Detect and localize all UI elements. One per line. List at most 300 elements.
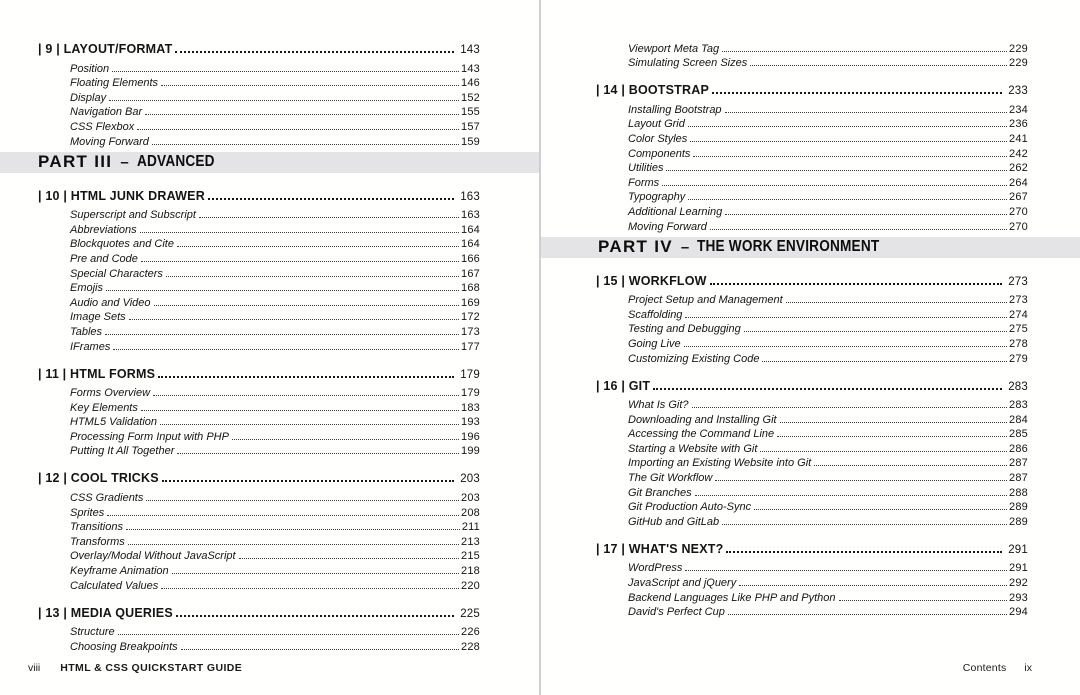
page-footer-left — [28, 662, 242, 674]
toc-item-label: The Git Workflow — [628, 472, 713, 485]
toc-item-label: Importing an Existing Website into Git — [628, 457, 812, 470]
toc-item-page-number: 143 — [461, 62, 480, 75]
toc-item-row — [70, 133, 480, 148]
dotted-leader — [666, 170, 1007, 171]
toc-item-row — [70, 414, 480, 429]
toc-item-label: Blockquotes and Cite — [70, 238, 174, 251]
part-separator: – — [120, 153, 129, 171]
toc-item-row — [70, 207, 480, 222]
toc-item-label: Simulating Screen Sizes — [628, 57, 748, 70]
dotted-leader — [154, 305, 460, 306]
dotted-leader — [839, 600, 1008, 601]
toc-item-label: Processing Form Input with PHP — [70, 430, 229, 443]
toc-block — [596, 541, 1028, 618]
dotted-leader — [146, 500, 459, 501]
dotted-leader — [109, 100, 459, 101]
toc-item-label: Transitions — [70, 521, 123, 534]
toc-item-page-number: 146 — [461, 77, 480, 90]
toc-item-row — [628, 321, 1028, 336]
toc-block — [596, 82, 1028, 232]
toc-item-label: Special Characters — [70, 267, 163, 280]
chapter-title: | 10 | HTML JUNK DRAWER — [38, 188, 205, 203]
toc-item-page-number: 270 — [1009, 220, 1028, 233]
dotted-leader — [710, 229, 1007, 230]
toc-item-page-number: 234 — [1009, 103, 1028, 116]
folio-number-right: ix — [1024, 662, 1032, 674]
toc-item-page-number: 291 — [1009, 562, 1028, 575]
toc-item-label: What Is Git? — [628, 399, 689, 412]
toc-item-row — [70, 309, 480, 324]
dotted-leader — [739, 585, 1007, 586]
toc-item-label: Tables — [70, 325, 103, 338]
toc-item-label: Pre and Code — [70, 252, 138, 265]
toc-item-row — [628, 116, 1028, 131]
toc-item-page-number: 164 — [461, 238, 480, 251]
toc-item-page-number: 220 — [461, 579, 480, 592]
toc-item-page-number: 275 — [1009, 323, 1028, 336]
toc-item-row — [628, 174, 1028, 189]
toc-item-page-number: 273 — [1009, 294, 1028, 307]
toc-item-label: Additional Learning — [628, 205, 723, 218]
dotted-leader — [177, 246, 459, 247]
toc-item-page-number: 262 — [1009, 162, 1028, 175]
toc-item-page-number: 213 — [461, 535, 480, 548]
dotted-leader — [113, 349, 459, 350]
toc-item-page-number: 286 — [1009, 442, 1028, 455]
toc-item-row — [628, 55, 1028, 70]
toc-item-row — [628, 513, 1028, 528]
toc-item-row — [628, 455, 1028, 470]
toc-item-page-number: 163 — [461, 209, 480, 222]
dotted-leader — [715, 480, 1007, 481]
toc-item-page-number: 172 — [461, 311, 480, 324]
toc-item-label: Structure — [70, 626, 115, 639]
toc-item-label: Transforms — [70, 535, 125, 548]
dotted-leader — [760, 451, 1007, 452]
dotted-leader — [153, 395, 459, 396]
toc-item-page-number: 193 — [461, 416, 480, 429]
toc-chapter-row — [596, 541, 1028, 556]
toc-item-row — [628, 160, 1028, 175]
toc-item-row — [628, 469, 1028, 484]
toc-item-page-number: 215 — [461, 550, 480, 563]
toc-item-row — [628, 189, 1028, 204]
toc-item-row — [70, 118, 480, 133]
dotted-leader — [152, 144, 459, 145]
dotted-leader — [726, 551, 1002, 553]
toc-blocks-left — [38, 41, 480, 653]
toc-item-page-number: 167 — [461, 267, 480, 280]
dotted-leader — [762, 361, 1007, 362]
dotted-leader — [106, 290, 459, 291]
dotted-leader — [175, 51, 454, 53]
toc-item-row — [70, 562, 480, 577]
dotted-leader — [239, 558, 459, 559]
toc-block — [596, 40, 1028, 69]
toc-item-row — [70, 624, 480, 639]
toc-item-label: Navigation Bar — [70, 106, 143, 119]
dotted-leader — [177, 453, 459, 454]
toc-item-label: Backend Languages Like PHP and Python — [628, 591, 836, 604]
dotted-leader — [814, 465, 1007, 466]
toc-item-label: Emojis — [70, 282, 104, 295]
chapter-title: | 15 | WORKFLOW — [596, 273, 707, 288]
toc-item-page-number: 283 — [1009, 399, 1028, 412]
toc-item-row — [70, 519, 480, 534]
toc-item-row — [628, 426, 1028, 441]
chapter-title: | 9 | LAYOUT/FORMAT — [38, 42, 173, 56]
dotted-leader — [710, 283, 1003, 285]
toc-item-label: Choosing Breakpoints — [70, 640, 178, 653]
toc-item-row — [70, 104, 480, 119]
toc-item-label: Starting a Website with Git — [628, 442, 758, 455]
dotted-leader — [786, 302, 1007, 303]
toc-item-page-number: 218 — [461, 565, 480, 578]
chapter-page-number: 179 — [460, 368, 480, 381]
part-subtitle: ADVANCED — [136, 153, 215, 171]
toc-chapter-row — [38, 470, 480, 485]
toc-item-label: Going Live — [628, 337, 681, 350]
toc-item-label: Utilities — [628, 162, 664, 175]
toc-item-row — [70, 265, 480, 280]
dotted-leader — [166, 276, 459, 277]
chapter-title: | 17 | WHAT'S NEXT? — [596, 541, 724, 556]
toc-item-page-number: 229 — [1009, 57, 1028, 70]
toc-item-page-number: 236 — [1009, 118, 1028, 131]
part-separator: – — [680, 238, 690, 256]
toc-item-page-number: 203 — [461, 492, 480, 505]
toc-item-row — [628, 589, 1028, 604]
toc-chapter-row — [596, 378, 1028, 393]
toc-item-page-number: 228 — [461, 640, 480, 653]
toc-item-page-number: 183 — [461, 401, 480, 414]
toc-item-row — [70, 385, 480, 400]
toc-item-label: GitHub and GitLab — [628, 515, 720, 528]
dotted-leader — [176, 615, 454, 617]
toc-item-label: JavaScript and jQuery — [628, 577, 737, 590]
toc-item-label: Scaffolding — [628, 308, 683, 321]
toc-item-row — [70, 577, 480, 592]
dotted-leader — [722, 51, 1007, 52]
dotted-leader — [754, 509, 1007, 510]
toc-block — [38, 188, 480, 353]
contents-label: Contents — [962, 662, 1007, 674]
folio-number-left: viii — [28, 662, 41, 674]
toc-page-left — [0, 0, 539, 695]
toc-item-page-number: 173 — [461, 325, 480, 338]
toc-block — [38, 605, 480, 653]
toc-item-label: Calculated Values — [70, 579, 159, 592]
toc-block — [38, 366, 480, 458]
chapter-page-number: 225 — [460, 607, 480, 620]
toc-item-page-number: 199 — [461, 445, 480, 458]
toc-item-page-number: 287 — [1009, 457, 1028, 470]
toc-item-row — [628, 574, 1028, 589]
toc-item-row — [70, 294, 480, 309]
dotted-leader — [722, 524, 1007, 525]
toc-item-page-number: 208 — [461, 506, 480, 519]
toc-item-row — [70, 638, 480, 653]
toc-item-row — [628, 130, 1028, 145]
dotted-leader — [232, 439, 459, 440]
toc-item-page-number: 278 — [1009, 337, 1028, 350]
dotted-leader — [692, 407, 1008, 408]
toc-block — [38, 470, 480, 591]
chapter-page-number: 203 — [460, 473, 480, 486]
dotted-leader — [693, 156, 1007, 157]
toc-item-label: Viewport Meta Tag — [628, 42, 720, 55]
chapter-title: | 11 | HTML FORMS — [38, 366, 156, 381]
toc-item-row — [628, 292, 1028, 307]
toc-item-row — [70, 338, 480, 353]
toc-item-row — [628, 335, 1028, 350]
dotted-leader — [688, 199, 1007, 200]
toc-item-page-number: 179 — [461, 387, 480, 400]
toc-item-row — [628, 203, 1028, 218]
dotted-leader — [685, 570, 1007, 571]
toc-item-label: Customizing Existing Code — [628, 352, 760, 365]
toc-item-label: Git Branches — [628, 486, 692, 499]
toc-item-page-number: 279 — [1009, 352, 1028, 365]
toc-item-label: Components — [628, 147, 691, 160]
toc-item-row — [628, 560, 1028, 575]
toc-item-label: Forms Overview — [70, 387, 151, 400]
toc-item-label: WordPress — [628, 562, 683, 575]
toc-item-page-number: 157 — [461, 120, 480, 133]
dotted-leader — [208, 198, 454, 200]
dotted-leader — [145, 114, 459, 115]
dotted-leader — [780, 422, 1007, 423]
toc-item-row — [70, 280, 480, 295]
toc-chapter-row — [38, 41, 480, 56]
toc-item-page-number: 264 — [1009, 176, 1028, 189]
toc-item-row — [628, 397, 1028, 412]
toc-blocks-right — [596, 40, 1028, 618]
toc-item-page-number: 285 — [1009, 428, 1028, 441]
toc-item-row — [628, 306, 1028, 321]
toc-item-label: Installing Bootstrap — [628, 103, 722, 116]
dotted-leader — [728, 614, 1007, 615]
dotted-leader — [126, 529, 460, 530]
toc-item-page-number: 155 — [461, 106, 480, 119]
toc-item-row — [70, 323, 480, 338]
dotted-leader — [161, 588, 459, 589]
toc-item-page-number: 267 — [1009, 191, 1028, 204]
part-banner — [541, 237, 1080, 258]
toc-item-row — [628, 604, 1028, 619]
toc-item-page-number: 241 — [1009, 132, 1028, 145]
toc-item-page-number: 196 — [461, 430, 480, 443]
toc-item-page-number: 274 — [1009, 308, 1028, 321]
toc-item-label: CSS Flexbox — [70, 120, 135, 133]
book-title: HTML & CSS QUICKSTART GUIDE — [60, 662, 243, 674]
toc-item-row — [70, 399, 480, 414]
chapter-page-number: 233 — [1008, 85, 1028, 98]
toc-item-row — [70, 504, 480, 519]
dotted-leader — [653, 388, 1002, 390]
toc-item-label: Image Sets — [70, 311, 126, 324]
chapter-page-number: 143 — [460, 44, 480, 56]
dotted-leader — [777, 436, 1007, 437]
toc-item-row — [628, 218, 1028, 233]
toc-block — [596, 378, 1028, 528]
dotted-leader — [695, 495, 1007, 496]
toc-item-row — [628, 411, 1028, 426]
toc-item-label: Downloading and Installing Git — [628, 413, 777, 426]
toc-item-label: Floating Elements — [70, 77, 159, 90]
dotted-leader — [160, 424, 459, 425]
toc-item-label: Position — [70, 62, 110, 75]
dotted-leader — [685, 317, 1007, 318]
toc-item-row — [628, 101, 1028, 116]
toc-item-page-number: 177 — [461, 340, 480, 353]
dotted-leader — [161, 85, 459, 86]
toc-item-label: Sprites — [70, 506, 105, 519]
toc-item-page-number: 152 — [461, 91, 480, 104]
toc-item-label: IFrames — [70, 340, 111, 353]
toc-item-label: Superscript and Subscript — [70, 209, 196, 222]
dotted-leader — [141, 261, 459, 262]
part-title: PART IV — [598, 237, 673, 257]
dotted-leader — [199, 217, 459, 218]
toc-chapter-row — [38, 366, 480, 381]
toc-item-label: Testing and Debugging — [628, 323, 741, 336]
part-subtitle: THE WORK ENVIRONMENT — [697, 238, 880, 256]
dotted-leader — [725, 214, 1007, 215]
chapter-page-number: 163 — [460, 190, 480, 203]
toc-item-label: Forms — [628, 176, 660, 189]
dotted-leader — [162, 480, 454, 482]
toc-item-page-number: 288 — [1009, 486, 1028, 499]
dotted-leader — [112, 71, 459, 72]
toc-item-page-number: 229 — [1009, 42, 1028, 55]
toc-item-label: David's Perfect Cup — [628, 606, 725, 619]
toc-item-page-number: 168 — [461, 282, 480, 295]
toc-item-row — [628, 484, 1028, 499]
toc-item-page-number: 211 — [461, 521, 480, 534]
toc-item-page-number: 289 — [1009, 515, 1028, 528]
toc-item-row — [70, 221, 480, 236]
toc-item-page-number: 226 — [461, 626, 480, 639]
chapter-title: | 14 | BOOTSTRAP — [596, 83, 709, 98]
toc-item-label: Moving Forward — [70, 135, 149, 148]
toc-item-label: Layout Grid — [628, 118, 685, 131]
toc-item-page-number: 164 — [461, 223, 480, 236]
toc-item-page-number: 294 — [1009, 606, 1028, 619]
part-banner — [0, 152, 539, 173]
chapter-page-number: 273 — [1008, 275, 1028, 288]
dotted-leader — [690, 141, 1007, 142]
toc-item-row — [628, 350, 1028, 365]
toc-item-label: Putting It All Together — [70, 445, 175, 458]
toc-item-row — [628, 499, 1028, 514]
toc-item-row — [628, 40, 1028, 55]
toc-item-label: Typography — [628, 191, 686, 204]
toc-item-row — [628, 440, 1028, 455]
dotted-leader — [684, 346, 1007, 347]
dotted-leader — [172, 573, 459, 574]
toc-item-row — [70, 250, 480, 265]
dotted-leader — [181, 649, 459, 650]
toc-item-page-number: 270 — [1009, 205, 1028, 218]
toc-item-label: Audio and Video — [70, 296, 151, 309]
dotted-leader — [141, 410, 459, 411]
toc-item-label: Display — [70, 91, 107, 104]
toc-item-row — [70, 548, 480, 563]
toc-chapter-row — [596, 82, 1028, 97]
toc-page-right — [541, 0, 1080, 695]
toc-item-row — [628, 145, 1028, 160]
dotted-leader — [712, 92, 1002, 94]
toc-item-label: Key Elements — [70, 401, 138, 414]
dotted-leader — [129, 319, 459, 320]
toc-item-label: Keyframe Animation — [70, 565, 169, 578]
dotted-leader — [107, 515, 459, 516]
toc-item-page-number: 293 — [1009, 591, 1028, 604]
toc-item-label: Abbreviations — [70, 223, 137, 236]
toc-item-page-number: 284 — [1009, 413, 1028, 426]
toc-item-row — [70, 236, 480, 251]
toc-item-label: HTML5 Validation — [70, 416, 158, 429]
toc-item-label: Moving Forward — [628, 220, 707, 233]
toc-item-page-number: 169 — [461, 296, 480, 309]
toc-chapter-row — [38, 188, 480, 203]
toc-block — [38, 41, 480, 148]
chapter-title: | 16 | GIT — [596, 378, 651, 393]
toc-item-label: Project Setup and Management — [628, 294, 783, 307]
toc-item-row — [70, 60, 480, 75]
toc-item-page-number: 287 — [1009, 472, 1028, 485]
toc-item-label: Color Styles — [628, 132, 688, 145]
chapter-page-number: 291 — [1008, 543, 1028, 556]
dotted-leader — [750, 65, 1007, 66]
dotted-leader — [140, 232, 459, 233]
page-footer-right — [963, 662, 1032, 674]
toc-item-label: Overlay/Modal Without JavaScript — [70, 550, 236, 563]
dotted-leader — [662, 185, 1007, 186]
toc-item-page-number: 166 — [461, 252, 480, 265]
toc-item-row — [70, 428, 480, 443]
dotted-leader — [105, 334, 459, 335]
dotted-leader — [725, 112, 1007, 113]
toc-item-row — [70, 533, 480, 548]
toc-item-row — [70, 443, 480, 458]
toc-item-label: CSS Gradients — [70, 492, 144, 505]
dotted-leader — [158, 376, 454, 378]
dotted-leader — [137, 129, 459, 130]
toc-item-page-number: 289 — [1009, 501, 1028, 514]
toc-chapter-row — [596, 273, 1028, 288]
part-title: PART III — [38, 152, 113, 172]
chapter-title: | 13 | MEDIA QUERIES — [38, 605, 173, 620]
toc-item-row — [70, 75, 480, 90]
toc-block — [596, 273, 1028, 365]
toc-item-page-number: 159 — [461, 135, 480, 148]
chapter-page-number: 283 — [1008, 380, 1028, 393]
toc-chapter-row — [38, 605, 480, 620]
dotted-leader — [118, 634, 459, 635]
dotted-leader — [128, 544, 459, 545]
toc-item-page-number: 242 — [1009, 147, 1028, 160]
toc-item-label: Accessing the Command Line — [628, 428, 775, 441]
toc-item-label: Git Production Auto-Sync — [628, 501, 752, 514]
dotted-leader — [744, 331, 1007, 332]
toc-item-row — [70, 89, 480, 104]
toc-item-row — [70, 489, 480, 504]
toc-item-page-number: 292 — [1009, 577, 1028, 590]
chapter-title: | 12 | COOL TRICKS — [38, 471, 159, 486]
dotted-leader — [688, 126, 1007, 127]
